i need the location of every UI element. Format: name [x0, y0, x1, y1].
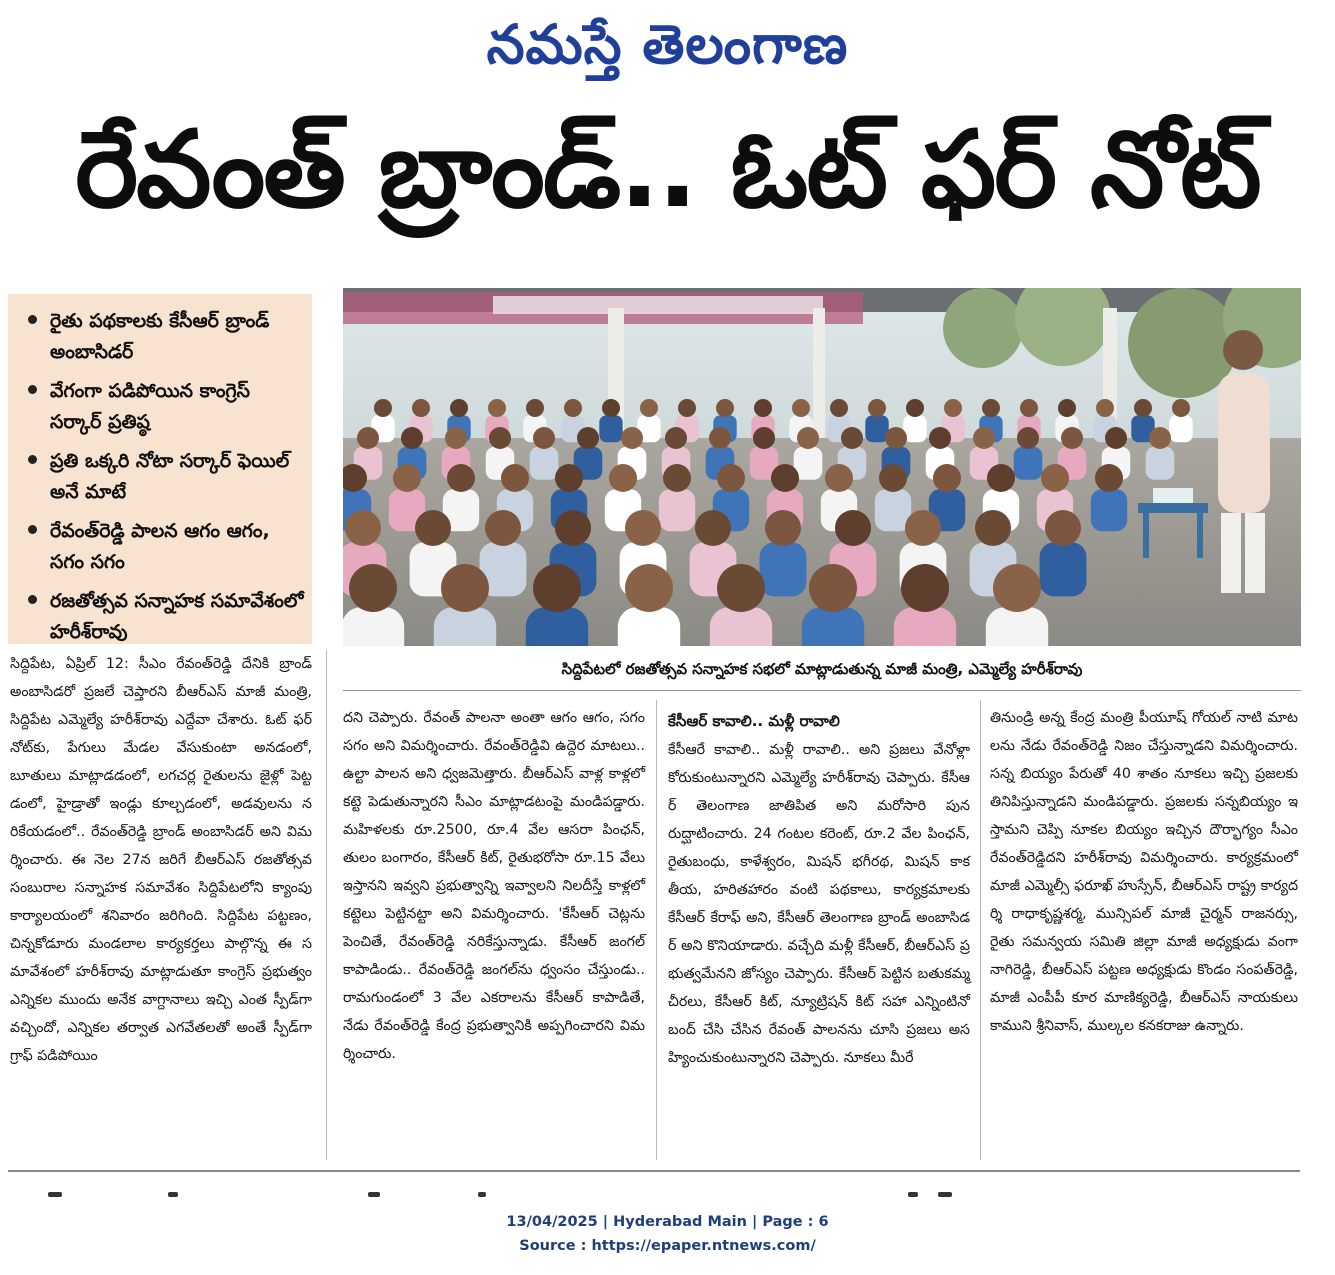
audience-member-head [717, 564, 765, 612]
audience-member-head [445, 427, 467, 449]
article-column-3 [668, 706, 970, 1072]
cut-off-text-strip [8, 1192, 1300, 1198]
article-subheading: కేసీఆర్ కావాలి.. మళ్లీ రావాలి [668, 712, 840, 730]
audience-member-body [1146, 447, 1175, 480]
audience-member-head [625, 510, 661, 546]
bullet-icon [28, 385, 37, 394]
meeting-photo-illustration [343, 288, 1301, 646]
audience-member-head [797, 427, 819, 449]
audience-member-head [1134, 399, 1152, 417]
photo-caption-text: సిద్దిపేటలో రజతోత్సవ సన్నాహక సభలో మాట్లాడుతున్న మాజీ మంత్రి, ఎమ్మెల్యే హరీశ్‌రావు [561, 660, 1083, 678]
audience-member-body [530, 447, 559, 480]
audience-member-head [447, 464, 475, 492]
audience-member-body [1169, 415, 1192, 442]
caption-divider [343, 690, 1301, 691]
audience-member-head [982, 399, 1000, 417]
footer-edition-info: 13/04/2025 | Hyderabad Main | Page : 6 [506, 1214, 829, 1230]
audience-member-head [993, 564, 1041, 612]
highlight-item [26, 446, 304, 508]
audience-member-head [765, 510, 801, 546]
audience-member-head [526, 399, 544, 417]
audience-member-body [802, 607, 864, 646]
audience-member-head [906, 399, 924, 417]
newspaper-title: నమస్తే తెలంగాణ [486, 12, 849, 76]
highlight-item [26, 586, 304, 648]
highlight-text: రేవంత్‌రెడ్డి పాలన ఆగం ఆగం, సగం సగం [50, 520, 270, 573]
audience-member-body [659, 489, 695, 531]
audience-member-head [450, 399, 468, 417]
audience-member-head [1058, 399, 1076, 417]
audience-member-head [841, 427, 863, 449]
audience-member-head [1172, 399, 1190, 417]
audience-member-head [825, 464, 853, 492]
news-photo [343, 288, 1301, 646]
audience-member-head [625, 564, 673, 612]
audience-member-head [1020, 399, 1038, 417]
audience-member-head [401, 427, 423, 449]
audience-member-head [345, 510, 381, 546]
audience-member-head [885, 427, 907, 449]
audience-member-head [663, 464, 691, 492]
audience-member-head [485, 510, 521, 546]
highlights-box [8, 294, 312, 644]
audience-member-head [754, 399, 772, 417]
audience-member-head [879, 464, 907, 492]
audience-member-head [975, 510, 1011, 546]
audience-member-head [792, 399, 810, 417]
article-column-2: దని చెప్పారు. రేవంత్ పాలనా అంతా ఆగం ఆగం, సగం సగం అని విమర్శించారు. రేవంత్‌రెడ్డివి ఉద్దెర మాటలు.. ఉల్టా పాలన అని ధ్వజమెత్తారు. బీఆర్‌ఎస్ వాళ్ల కాళ్లలో కట్టె పెడుతున్నారని సీఎం మాట్లాడటంపై మండిపడ్డారు. మహిళలకు రూ.2500, రూ.4 వేల ఆసరా పింఛన్, తులం బంగారం, కేసీఆర్ కిట్, రైతుభరోసా రూ.15 వేలు ఇస్తానని ఇవ్వని ప్రభుత్వాన్ని ఇవ్వాలని నిలదీస్తే కాళ్లలో కట్టెలు పెట్టినట్టా అని విమర్శించారు. 'కేసీఆర్ చెట్లను పెంచితే, రేవంత్‌రెడ్డి నరికేస్తున్నాడు. కేసీఆర్ జంగల్ కాపాడిండు.. రేవంత్‌రెడ్డి జంగల్‌ను ధ్వంసం చేస్తుండు.. రామగుండంలో 3 వేల ఎకరాలను కేసీఆర్ కాపాడితే, నేడు రేవంత్‌రెడ్డి కేంద్ర ప్రభుత్వానికి అప్పగించారని విమర్శించారు. [343, 710, 645, 1062]
audience-member-head [1017, 427, 1039, 449]
audience-member-body [1040, 542, 1087, 596]
audience-member-head [577, 427, 599, 449]
audience-member-head [771, 464, 799, 492]
audience-member-head [533, 564, 581, 612]
headline-text: రేవంత్ బ్రాండ్.. ఓట్ ఫర్ నోట్ [75, 108, 1260, 231]
highlight-text: ప్రతి ఒక్కరి నోటా సర్కార్ ఫెయిల్ అనే మాటే [50, 450, 290, 503]
audience-member-head [602, 399, 620, 417]
highlight-text: రైతు పథకాలకు కేసీఆర్ బ్రాండ్ అంబాసిడర్ [50, 310, 270, 363]
highlight-item [26, 516, 304, 578]
audience-member-body [434, 607, 496, 646]
audience-member-head [830, 399, 848, 417]
audience-member-head [357, 427, 379, 449]
audience-member-body [894, 607, 956, 646]
audience-member-head [1095, 464, 1123, 492]
audience-member-head [987, 464, 1015, 492]
audience-member-head [809, 564, 857, 612]
highlight-text: రజతోత్సవ సన్నాహక సమావేశంలో హరీశ్‌రావు [50, 590, 304, 643]
audience-member-head [753, 427, 775, 449]
bullet-icon [28, 525, 37, 534]
audience-member-head [488, 399, 506, 417]
audience-member-head [944, 399, 962, 417]
audience-member-head [415, 510, 451, 546]
audience-member-body [343, 607, 404, 646]
audience-member-head [717, 464, 745, 492]
audience-member-head [374, 399, 392, 417]
bullet-icon [28, 455, 37, 464]
audience-member-head [695, 510, 731, 546]
audience-member-head [929, 427, 951, 449]
audience-member-head [564, 399, 582, 417]
masthead [0, 4, 1335, 84]
footer-source: Source : https://epaper.ntnews.com/ [519, 1238, 816, 1254]
audience-member-head [489, 427, 511, 449]
column-divider [656, 700, 657, 1160]
audience-member-body [1091, 489, 1127, 531]
highlight-item [26, 306, 304, 368]
audience-member-head [349, 564, 397, 612]
audience-member-head [555, 464, 583, 492]
audience-member-head [1105, 427, 1127, 449]
audience-member-body [710, 607, 772, 646]
audience-member-body [986, 607, 1048, 646]
audience-member-head [621, 427, 643, 449]
audience-member-head [868, 399, 886, 417]
audience-member-head [933, 464, 961, 492]
article-column-1: సిద్దిపేట, ఏప్రిల్ 12: సీఎం రేవంత్‌రెడ్డి దేనికి బ్రాండ్ అంబాసిడరో ప్రజలే చెప్తారని బీఆర్‌ఎస్ మాజీ మంత్రి, సిద్దిపేట ఎమ్మెల్యే హరీశ్‌రావు ఎద్దేవా చేశారు. ఓట్ ఫర్ నోట్‌కు, పేగులు మేడల వేసుకుంటా అనడంలో, బూతులు మాట్లాడడంలో, లగచర్ల రైతులను జైళ్లో పెట్టడంలో, హైడ్రాతో ఇండ్లు కూల్చడంలో, అడవులను నరికేయడంలో.. రేవంత్‌రెడ్డి బ్రాండ్ అంబాసిడర్ అని విమర్శించారు. ఈ నెల 27న జరిగే బీఆర్‌ఎస్ రజతోత్సవ సంబురాల సన్నాహక సమావేశం సిద్దిపేటలోని క్యాంపు కార్యాలయంలో శనివారం జరిగింది. సిద్దిపేట పట్టణం, చిన్నకోడూరు మండలాల కార్యకర్తలు పాల్గొన్న ఈ సమావేశంలో హరీశ్‌రావు మాట్లాడుతూ కాంగ్రెస్ ప్రభుత్వం ఎన్నికల ముందు అనేక వాగ్దానాలు ఇచ్చి ఎంత స్పీడ్‌గా వచ్చిందో, ఎన్నికల తర్వాత ఎగవేతలతో అంతే స్పీడ్‌గా గ్రాఫ్ పడిపోయిం [10, 656, 312, 1064]
audience-member-head [441, 564, 489, 612]
audience-member-head [905, 510, 941, 546]
audience-member-head [716, 399, 734, 417]
headline [0, 100, 1335, 240]
audience-member-head [412, 399, 430, 417]
page-bottom-rule [8, 1170, 1300, 1172]
audience-member-head [501, 464, 529, 492]
audience-member-head [835, 510, 871, 546]
audience-member-body [599, 415, 622, 442]
audience-member-body [618, 607, 680, 646]
audience-member-body [1014, 447, 1043, 480]
audience-member-body [760, 542, 807, 596]
audience-member-head [640, 399, 658, 417]
audience-member-head [678, 399, 696, 417]
audience-member-head [1041, 464, 1069, 492]
audience-member-head [709, 427, 731, 449]
audience-member-head [1061, 427, 1083, 449]
column-divider [326, 650, 327, 1160]
audience-member-head [665, 427, 687, 449]
audience-member-head [973, 427, 995, 449]
audience-member-head [1045, 510, 1081, 546]
audience-member-head [1096, 399, 1114, 417]
audience-member-head [901, 564, 949, 612]
audience-member-head [555, 510, 591, 546]
bullet-icon [28, 595, 37, 604]
audience-member-head [609, 464, 637, 492]
article-column-3-text: కేసీఆరే కావాలి.. మళ్లీ రావాలి.. అని ప్రజలు వేనోళ్లా కోరుకుంటున్నారని ఎమ్మెల్యే హరీశ్‌రావు చెప్పారు. కేసీఆర్ తెలంగాణ జాతిపిత అని మరోసారి పునరుద్ఘాటించారు. 24 గంటల కరెంట్, రూ.2 వేల పింఛన్, రైతుబంధు, కాళేశ్వరం, మిషన్ భగీరథ, మిషన్ కాకతీయ, హరితహారం వంటి పథకాలు, కార్యక్రమాలకు కేసీఆర్ కేరాఫ్ అని, కేసీఆర్ తెలంగాణ బ్రాండ్ అంబాసిడర్ అని కొనియాడారు. వచ్చేది మళ్లీ కేసీఆర్, బీఆర్‌ఎస్ ప్రభుత్వమేనని జోస్యం చెప్పారు. కేసీఆర్ పెట్టిన బతుకమ్మ చీరలు, కేసీఆర్ కిట్, న్యూట్రిషన్ కిట్ సహా ఎన్నింటినో బంద్ చేసి చేసిన రేవంత్ పాలనను చూసి ప్రజలు అసహ్యించుకుంటున్నారని చెప్పారు. నూకలు మీరే [668, 742, 970, 1066]
audience-member-head [533, 427, 555, 449]
column-divider [980, 700, 981, 1160]
bullet-icon [28, 315, 37, 324]
photo-caption [343, 654, 1301, 684]
highlight-text: వేగంగా పడిపోయిన కాంగ్రెస్ సర్కార్ ప్రతిష్ఠ [50, 380, 250, 433]
audience-member-head [1149, 427, 1171, 449]
highlight-item [26, 376, 304, 438]
audience-member-head [393, 464, 421, 492]
article-column-4: తినుండ్రి అన్న కేంద్ర మంత్రి పీయూష్ గోయల్ నాటి మాటలను నేడు రేవంత్‌రెడ్డి నిజం చేస్తున్నాడని విమర్శించారు. సన్న బియ్యం పేరుతో 40 శాతం నూకలు ఇచ్చి ప్రజలకు తినిపిస్తున్నాడని మండిపడ్డారు. ప్రజలకు సన్నబియ్యం ఇస్తామని చెప్పి నూకల బియ్యం ఇచ్చిన దౌర్భాగ్యం సీఎం రేవంత్‌రెడ్డిదని హరీశ్‌రావు విమర్శించారు. కార్యక్రమంలో మాజీ ఎమ్మెల్సీ ఫరూఖ్ హుస్సేన్, బీఆర్‌ఎస్ రాష్ట్ర కార్యదర్శి రాధాకృష్ణశర్మ, మున్సిపల్ మాజీ చైర్మన్ రాజనర్సు, రైతు సమన్వయ సమితి జిల్లా మాజీ అధ్యక్షుడు వంగా నాగిరెడ్డి, బీఆర్‌ఎస్ పట్టణ అధ్యక్షుడు కొండం సంపత్‌రెడ్డి, మాజీ ఎంపీపీ కూర మాణిక్యరెడ్డి, బీఆర్‌ఎస్ నాయకులు కాముని శ్రీనివాస్, ముల్కల కనకరాజు ఉన్నారు. [990, 710, 1298, 1034]
audience-member-body [526, 607, 588, 646]
